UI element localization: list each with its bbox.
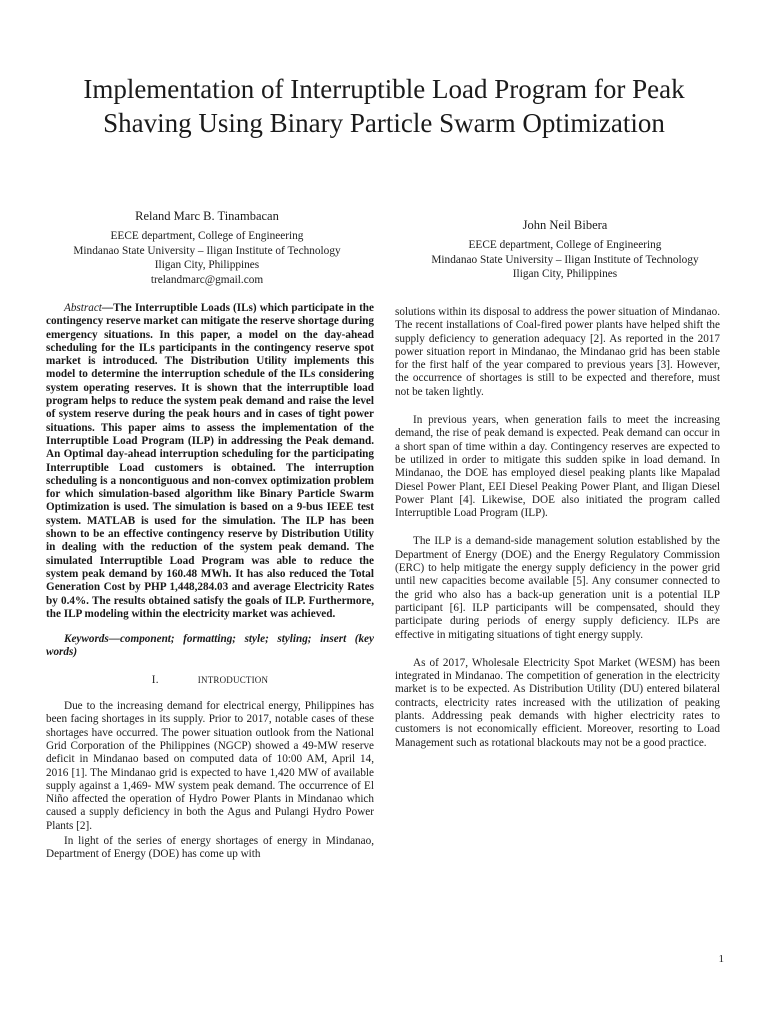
section-heading [46, 674, 374, 687]
paragraph: As of 2017, Wholesale Electricity Spot Market (WESM) has been integrated in Mindanao. The competition of generation in the electricity market is to be expected. As Distribution Utility (DU) entered bilateral contracts, electricity rates increased with the utilization of peaking plants. Addressing peak demands with higher electricity rates to customers is not economically efficient. Moreover, resorting to Load Management such as rotational blackouts may not be a good practice. [395, 656, 720, 749]
paper-title: Implementation of Interruptible Load Program for Peak Shaving Using Binary Particle Swarm Optimization [83, 74, 685, 138]
paragraph: Due to the increasing demand for electrical energy, Philippines has been facing shortages in its supply. Prior to 2017, notable cases of these shortages have occurred. The power situation outlook from the National Grid Corporation of the Philippines (NGCP) showed a 49-MW reserve deficit in Mindanao based on computed data of 10:00 AM, April 14, 2016 [1]. The Mindanao grid is expected to have 1,420 MW of available supply against a 1,469- MW system peak demand. The occurrence of El Niño affected the operation of Hydro Power Plants in Mindanao which caused a supply deficiency in both the Agus and Pulangi Hydro Power Plants [2]. [46, 700, 374, 832]
right-column [395, 306, 720, 750]
author-affiliation: Mindanao State University – Iligan Institute of Technology [431, 253, 699, 266]
paragraph: In previous years, when generation fails to meet the increasing demand, the rise of peak demand is expected. Peak demand can occur in a short span of time within a day. Contingency reserves are expected to be utilized in order to mitigate this sudden spike in load demand. In Mindanao, the DOE has employed diesel peaking plants like Mapalad Diesel Power Plant, EEI Diesel Peaking Power Plant, and Iligan Diesel Power Plant [4]. Likewise, DOE also initiated the program called Interruptible Load Program (ILP). [395, 414, 720, 520]
author-name: Reland Marc B. Tinambacan [135, 209, 279, 223]
author-affiliation: Mindanao State University – Iligan Institute of Technology [73, 244, 341, 257]
page-number: 1 [718, 953, 724, 965]
paragraph: solutions within its disposal to address the power situation of Mindanao. The recent installations of Coal-fired power plants have helped shift the supply deficiency to generation adequacy [2]. As reported in the 2017 power situation report in Mindanao, the Mindanao grid has been stable for the first half of the year compared to previous years [3]. However, the occurrence of shortages is still to be expected and therefore, must not be taken lightly. [395, 306, 720, 398]
section-title: INTRODUCTION [197, 674, 269, 685]
author-affiliation: EECE department, College of Engineering [110, 230, 304, 242]
left-column [46, 302, 374, 862]
author-location: Iligan City, Philippines [512, 268, 618, 280]
author-block-1 [42, 208, 372, 287]
paragraph: In light of the series of energy shortages of energy in Mindanao, Department of Energy (DOE) has come up with [46, 834, 374, 861]
abstract-text: —The Interruptible Loads (ILs) which participate in the contingency reserve market can mitigate the reserve shortage during emergency situations. In this paper, a model on the day-ahead scheduling for the ILs participants in the contingency reserve spot market is introduced. The Distribution Utility implements this model to determine the interruption schedule of the ILs considering system operating reserves. It is shown that the interruptible load program helps to reduce the system peak demand and raise the level of system reserve during the peak hours and in cases of tight power situations. This paper aims to assess the implementation of the Interruptible Load Program (ILP) in addressing the Peak demand. An Optimal day-ahead interruption scheduling for the participating Interruptible Load customers is obtained. The interruption scheduling is a noncontiguous and non-convex optimization problem for which simulation-based algorithm like Binary Particle Swarm Optimization is used. The simulation is based on a 9-bus IEEE test system. MATLAB is used for the simulation. The ILP has been shown to be an effective contingency reserve by Distribution Utility in dealing with the reduction of the system peak demand. The simulated Interruptible Load Program was able to reduce the system peak demand by 160.48 MWh. It has also reduced the Total Generation Cost by PHP 1,448,284.03 and average Electricity Rates by 0.4%. The results obtained satisfy the goals of ILP. Furthermore, the ILP modeling within the electricity market was achieved. [46, 302, 374, 620]
section-number: I. [151, 673, 159, 686]
author-block-2 [400, 217, 730, 282]
paragraph: The ILP is a demand-side management solution established by the Department of Energy (DOE) and the Energy Regulatory Commission (ERC) to help mitigate the energy supply deficiency in the power grid until new capacities become available [5]. Any consumer connected to the grid who also has a back-up generation unit is a potential ILP participant [6]. ILP participants will be compensated, should they participate during periods of energy supply deficiency. ILPs are effective in mitigating situations of tight energy supply. [395, 535, 720, 641]
author-location: Iligan City, Philippines [154, 259, 260, 271]
abstract-label: Abstract [64, 302, 102, 314]
author-affiliation: EECE department, College of Engineering [468, 239, 662, 251]
author-email: trelandmarc@gmail.com [150, 273, 264, 286]
author-name: John Neil Bibera [522, 218, 608, 232]
abstract [46, 302, 374, 621]
keywords: Keywords—component; formatting; style; styling; insert (key words) [46, 633, 374, 659]
